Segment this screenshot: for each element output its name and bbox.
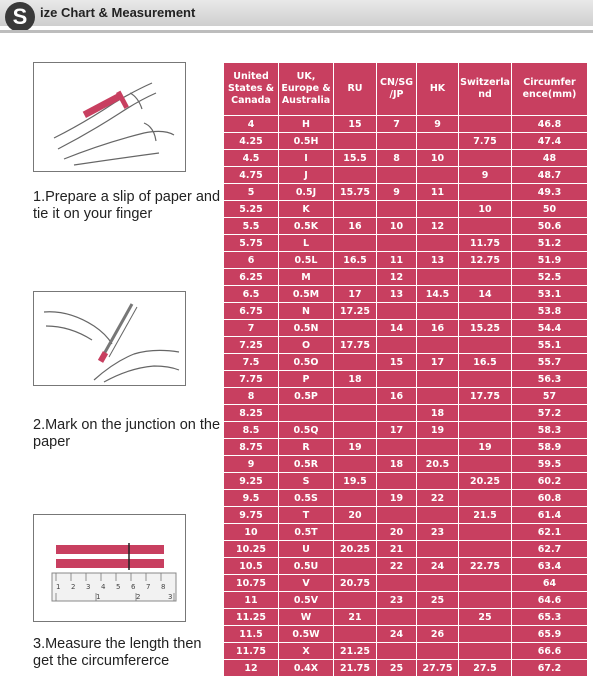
table-cell: 64 [512, 575, 588, 592]
table-cell [417, 235, 459, 252]
table-cell: 51.9 [512, 252, 588, 269]
table-cell: 49.3 [512, 184, 588, 201]
table-cell [417, 133, 459, 150]
table-cell: 11 [224, 592, 279, 609]
table-cell: 16 [377, 388, 417, 405]
table-cell: 10.25 [224, 541, 279, 558]
table-cell: 0.5V [279, 592, 334, 609]
table-cell: 11.5 [224, 626, 279, 643]
table-cell: 57 [512, 388, 588, 405]
table-cell [417, 388, 459, 405]
table-cell: 54.4 [512, 320, 588, 337]
table-cell [459, 524, 512, 541]
table-cell: 4 [224, 116, 279, 133]
table-cell: V [279, 575, 334, 592]
table-cell: 8 [377, 150, 417, 167]
table-row [224, 524, 588, 541]
table-cell [334, 167, 377, 184]
table-row [224, 507, 588, 524]
table-cell: 16.5 [334, 252, 377, 269]
table-cell [377, 405, 417, 422]
table-cell: 9.75 [224, 507, 279, 524]
table-cell: 48.7 [512, 167, 588, 184]
finger-paper-slip-icon [34, 63, 185, 171]
table-cell: 23 [377, 592, 417, 609]
table-cell: 25 [417, 592, 459, 609]
table-cell: 15 [377, 354, 417, 371]
table-cell: 67.2 [512, 660, 588, 677]
table-cell: 16.5 [459, 354, 512, 371]
table-cell: 0.5W [279, 626, 334, 643]
ruler-number: 8 [161, 583, 166, 591]
table-cell: 58.9 [512, 439, 588, 456]
table-cell [459, 269, 512, 286]
table-cell: 11 [417, 184, 459, 201]
table-cell: M [279, 269, 334, 286]
table-cell [334, 388, 377, 405]
table-cell [417, 337, 459, 354]
column-header: UK, Europe & Australia [279, 63, 334, 116]
table-cell [334, 490, 377, 507]
size-chart-table [223, 62, 588, 677]
table-cell: 14.5 [417, 286, 459, 303]
table-cell: 17.25 [334, 303, 377, 320]
table-row [224, 422, 588, 439]
column-header: HK [417, 63, 459, 116]
table-cell: 65.9 [512, 626, 588, 643]
table-cell [459, 405, 512, 422]
ruler-number: 7 [146, 583, 151, 591]
table-cell: 11 [377, 252, 417, 269]
table-row [224, 626, 588, 643]
table-cell: 11.25 [224, 609, 279, 626]
table-cell: J [279, 167, 334, 184]
table-cell [334, 456, 377, 473]
table-header-row [224, 63, 588, 116]
table-cell: 59.5 [512, 456, 588, 473]
table-cell: 9.5 [224, 490, 279, 507]
table-cell: 8 [224, 388, 279, 405]
table-cell: 9 [417, 116, 459, 133]
table-cell: 4.75 [224, 167, 279, 184]
table-cell: 26 [417, 626, 459, 643]
table-cell [417, 439, 459, 456]
table-cell: 27.75 [417, 660, 459, 677]
table-cell [377, 133, 417, 150]
table-cell: 65.3 [512, 609, 588, 626]
table-cell [459, 371, 512, 388]
table-cell: 19 [417, 422, 459, 439]
table-cell: 60.8 [512, 490, 588, 507]
table-cell [417, 303, 459, 320]
page-title: ize Chart & Measurement [40, 5, 196, 20]
table-cell: 6.25 [224, 269, 279, 286]
table-cell: 7.75 [224, 371, 279, 388]
table-cell: 17 [334, 286, 377, 303]
table-cell: 25 [459, 609, 512, 626]
ruler-number: 5 [116, 583, 121, 591]
table-cell: 22 [417, 490, 459, 507]
table-cell: 21 [334, 609, 377, 626]
table-cell [417, 473, 459, 490]
table-cell [417, 371, 459, 388]
table-cell: R [279, 439, 334, 456]
table-row [224, 252, 588, 269]
column-header: CN/SG /JP [377, 63, 417, 116]
table-cell: 5.75 [224, 235, 279, 252]
step-1-illustration [33, 62, 186, 172]
table-cell: O [279, 337, 334, 354]
table-cell [459, 592, 512, 609]
table-cell [377, 167, 417, 184]
table-row [224, 150, 588, 167]
table-cell: 9 [377, 184, 417, 201]
table-cell: 9 [224, 456, 279, 473]
table-cell [417, 609, 459, 626]
table-cell: 9 [459, 167, 512, 184]
ruler-number: 2 [71, 583, 76, 591]
table-cell: 58.3 [512, 422, 588, 439]
table-cell [334, 133, 377, 150]
table-cell [459, 626, 512, 643]
table-cell [334, 354, 377, 371]
table-cell [417, 507, 459, 524]
table-cell: 4.25 [224, 133, 279, 150]
table-cell: 21 [377, 541, 417, 558]
column-header: Circumfer ence(mm) [512, 63, 588, 116]
table-cell: 18 [334, 371, 377, 388]
table-row [224, 201, 588, 218]
table-row [224, 184, 588, 201]
table-cell: 0.5L [279, 252, 334, 269]
table-row [224, 133, 588, 150]
table-cell: 10 [459, 201, 512, 218]
table-cell [377, 371, 417, 388]
table-cell: 17 [377, 422, 417, 439]
table-cell: 9.25 [224, 473, 279, 490]
table-cell: 16 [334, 218, 377, 235]
table-cell [334, 201, 377, 218]
ruler-number: 6 [131, 583, 136, 591]
table-cell: 25 [377, 660, 417, 677]
table-cell: 5.5 [224, 218, 279, 235]
table-cell: 48 [512, 150, 588, 167]
column-header: United States & Canada [224, 63, 279, 116]
ruler-number: 3 [86, 583, 91, 591]
table-cell: 20.75 [334, 575, 377, 592]
table-cell [417, 167, 459, 184]
table-cell: 50 [512, 201, 588, 218]
table-cell: P [279, 371, 334, 388]
table-cell: 0.5M [279, 286, 334, 303]
table-cell: 27.5 [459, 660, 512, 677]
ruler-measure-icon [34, 515, 185, 621]
table-row [224, 490, 588, 507]
table-cell [459, 116, 512, 133]
table-cell: 21.5 [459, 507, 512, 524]
table-cell [334, 405, 377, 422]
table-cell [459, 184, 512, 201]
table-cell: 13 [417, 252, 459, 269]
table-cell [417, 269, 459, 286]
table-cell: 57.2 [512, 405, 588, 422]
header-badge: S [5, 2, 35, 32]
table-cell: 10 [417, 150, 459, 167]
table-row [224, 116, 588, 133]
table-cell [377, 575, 417, 592]
table-cell: 17.75 [459, 388, 512, 405]
table-cell: 19 [377, 490, 417, 507]
table-cell [334, 558, 377, 575]
table-cell: 7 [377, 116, 417, 133]
table-cell: 7.75 [459, 133, 512, 150]
table-cell: 52.5 [512, 269, 588, 286]
table-cell: U [279, 541, 334, 558]
table-cell: 7.5 [224, 354, 279, 371]
ruler-number: 2 [136, 593, 141, 601]
table-cell: 8.5 [224, 422, 279, 439]
table-cell: 15.75 [334, 184, 377, 201]
ruler-number: 1 [56, 583, 61, 591]
table-cell: 20 [377, 524, 417, 541]
table-cell: L [279, 235, 334, 252]
table-row [224, 660, 588, 677]
table-cell [279, 405, 334, 422]
table-cell: 0.5O [279, 354, 334, 371]
table-cell: 11.75 [224, 643, 279, 660]
table-cell: 20.5 [417, 456, 459, 473]
table-cell [459, 303, 512, 320]
table-cell [459, 575, 512, 592]
table-cell: 47.4 [512, 133, 588, 150]
table-body [224, 116, 588, 677]
table-cell: 24 [417, 558, 459, 575]
table-cell [334, 422, 377, 439]
table-cell [334, 592, 377, 609]
table-cell: 0.5T [279, 524, 334, 541]
table-cell: 61.4 [512, 507, 588, 524]
table-cell: 15.5 [334, 150, 377, 167]
table-cell: 10.5 [224, 558, 279, 575]
table-cell: 14 [459, 286, 512, 303]
table-cell: H [279, 116, 334, 133]
table-cell: 22.75 [459, 558, 512, 575]
table-cell [459, 490, 512, 507]
table-cell [459, 150, 512, 167]
table-cell: 12 [224, 660, 279, 677]
table-cell: 0.5H [279, 133, 334, 150]
table-cell: 6.75 [224, 303, 279, 320]
table-cell [417, 575, 459, 592]
table-cell [417, 541, 459, 558]
table-cell: 8.75 [224, 439, 279, 456]
table-cell: 64.6 [512, 592, 588, 609]
table-cell [459, 541, 512, 558]
table-cell [459, 337, 512, 354]
table-row [224, 405, 588, 422]
table-cell: 51.2 [512, 235, 588, 252]
table-cell: 66.6 [512, 643, 588, 660]
table-cell [377, 473, 417, 490]
table-row [224, 575, 588, 592]
table-row [224, 609, 588, 626]
table-cell: 0.4X [279, 660, 334, 677]
table-cell: 23 [417, 524, 459, 541]
table-cell: 12 [417, 218, 459, 235]
table-cell: 18 [417, 405, 459, 422]
table-cell: S [279, 473, 334, 490]
table-cell: 0.5Q [279, 422, 334, 439]
table-cell [377, 235, 417, 252]
step-2-text: 2.Mark on the junction on the paper [33, 417, 221, 450]
table-cell [334, 320, 377, 337]
table-cell: 0.5R [279, 456, 334, 473]
table-cell: 17.75 [334, 337, 377, 354]
table-cell [459, 422, 512, 439]
table-cell: 7.25 [224, 337, 279, 354]
table-cell [377, 439, 417, 456]
table-cell: 53.1 [512, 286, 588, 303]
table-cell: 6 [224, 252, 279, 269]
table-cell: 46.8 [512, 116, 588, 133]
table-cell: 50.6 [512, 218, 588, 235]
table-row [224, 371, 588, 388]
table-cell [417, 201, 459, 218]
table-cell: 7 [224, 320, 279, 337]
table-row [224, 320, 588, 337]
table-row [224, 167, 588, 184]
pen-mark-finger-icon [34, 292, 185, 385]
table-cell: 62.1 [512, 524, 588, 541]
table-cell: 16 [417, 320, 459, 337]
table-cell: 5 [224, 184, 279, 201]
table-cell: 12.75 [459, 252, 512, 269]
table-cell: 11.75 [459, 235, 512, 252]
table-cell [334, 269, 377, 286]
table-cell [334, 626, 377, 643]
table-cell: 0.5N [279, 320, 334, 337]
table-cell: I [279, 150, 334, 167]
table-cell [377, 643, 417, 660]
table-cell: 20.25 [334, 541, 377, 558]
table-cell [417, 643, 459, 660]
table-row [224, 269, 588, 286]
table-row [224, 218, 588, 235]
table-cell: 21.25 [334, 643, 377, 660]
table-cell: W [279, 609, 334, 626]
step-1-text: 1.Prepare a slip of paper and tie it on your finger [33, 189, 221, 222]
table-cell [459, 456, 512, 473]
table-row [224, 643, 588, 660]
column-header: Switzerla nd [459, 63, 512, 116]
table-cell [377, 337, 417, 354]
table-cell: 62.7 [512, 541, 588, 558]
table-cell: 14 [377, 320, 417, 337]
table-cell: 24 [377, 626, 417, 643]
table-row [224, 286, 588, 303]
table-cell: 8.25 [224, 405, 279, 422]
table-cell [377, 303, 417, 320]
table-cell: 20 [334, 507, 377, 524]
table-cell [459, 643, 512, 660]
table-cell: 10 [377, 218, 417, 235]
table-cell: 15 [334, 116, 377, 133]
table-row [224, 473, 588, 490]
table-row [224, 558, 588, 575]
table-row [224, 337, 588, 354]
table-cell: 19.5 [334, 473, 377, 490]
table-cell: 4.5 [224, 150, 279, 167]
table-cell: 56.3 [512, 371, 588, 388]
table-row [224, 354, 588, 371]
table-row [224, 456, 588, 473]
step-3-illustration [33, 514, 186, 622]
table-cell: 55.1 [512, 337, 588, 354]
ruler-number: 3 [168, 593, 173, 601]
header-divider [0, 30, 593, 33]
table-cell: 0.5J [279, 184, 334, 201]
table-cell: N [279, 303, 334, 320]
table-cell: 10 [224, 524, 279, 541]
table-cell: 17 [417, 354, 459, 371]
table-cell: 0.5U [279, 558, 334, 575]
table-row [224, 439, 588, 456]
table-cell: 19 [334, 439, 377, 456]
table-cell: 22 [377, 558, 417, 575]
table-cell: 53.8 [512, 303, 588, 320]
ruler-number: 4 [101, 583, 106, 591]
table-cell: 21.75 [334, 660, 377, 677]
table-cell: 0.5P [279, 388, 334, 405]
table-cell: 55.7 [512, 354, 588, 371]
table-cell: K [279, 201, 334, 218]
table-cell: 5.25 [224, 201, 279, 218]
table-cell: T [279, 507, 334, 524]
table-cell: 60.2 [512, 473, 588, 490]
step-3-text: 3.Measure the length then get the circumfererce [33, 636, 202, 669]
table-cell: 18 [377, 456, 417, 473]
ruler-number: 1 [96, 593, 101, 601]
table-cell [377, 609, 417, 626]
table-cell: X [279, 643, 334, 660]
table-cell: 20.25 [459, 473, 512, 490]
table-cell: 15.25 [459, 320, 512, 337]
table-cell: 10.75 [224, 575, 279, 592]
table-cell: 19 [459, 439, 512, 456]
table-cell: 0.5S [279, 490, 334, 507]
step-2-illustration [33, 291, 186, 386]
table-row [224, 541, 588, 558]
table-cell [334, 235, 377, 252]
column-header: RU [334, 63, 377, 116]
table-cell [377, 507, 417, 524]
table-cell: 0.5K [279, 218, 334, 235]
table-row [224, 235, 588, 252]
table-row [224, 303, 588, 320]
table-cell [377, 201, 417, 218]
table-cell [459, 218, 512, 235]
table-row [224, 592, 588, 609]
table-row [224, 388, 588, 405]
table-cell [334, 524, 377, 541]
table-cell: 13 [377, 286, 417, 303]
table-cell: 63.4 [512, 558, 588, 575]
table-cell: 6.5 [224, 286, 279, 303]
table-cell: 12 [377, 269, 417, 286]
